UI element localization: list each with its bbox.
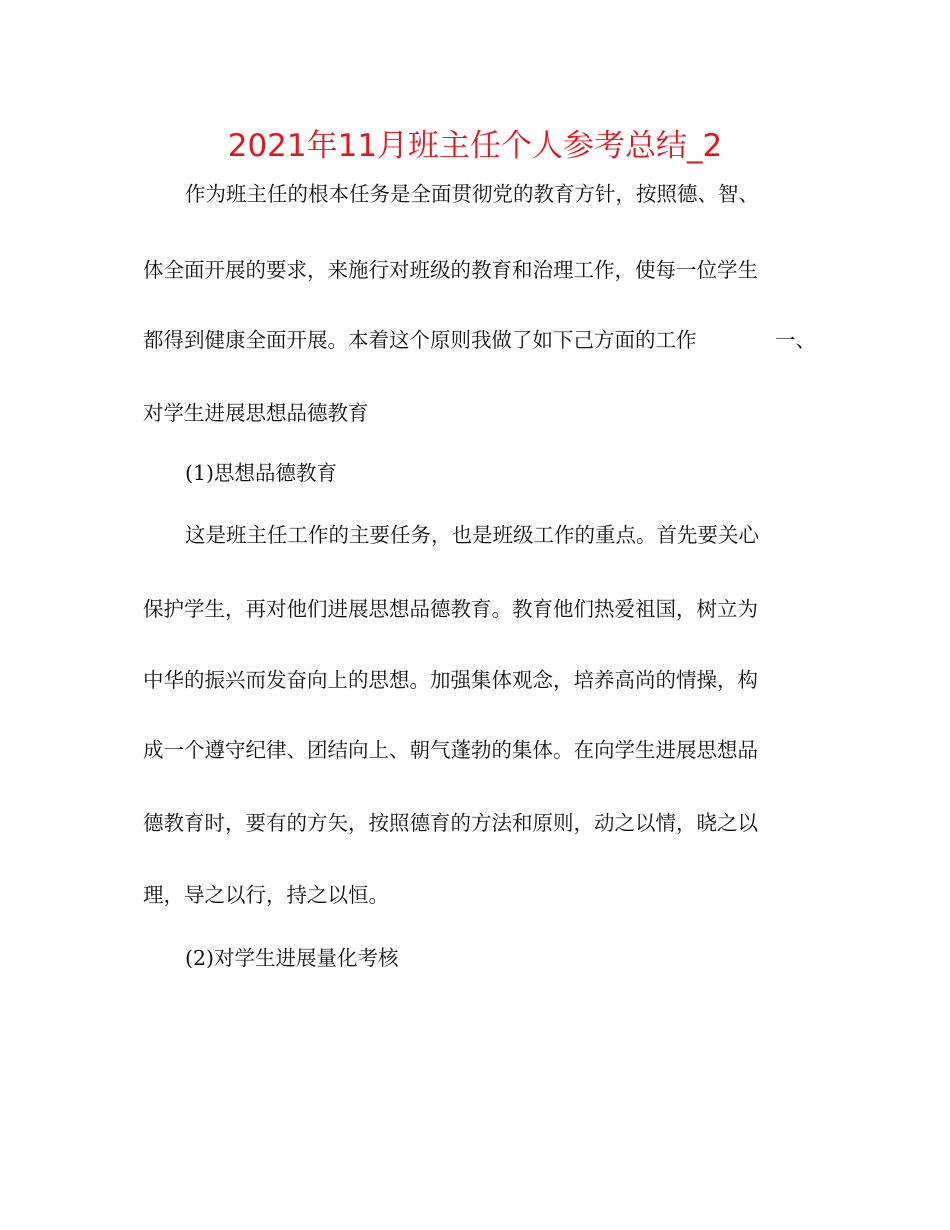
paragraph-line: 这是班主任工作的主要任务，也是班级工作的重点。首先要关心 — [185, 523, 759, 547]
paragraph-line: 保护学生，再对他们进展思想品德教育。教育他们热爱祖国，树立为 — [143, 597, 758, 621]
subsection-heading: (2)对学生进展量化考核 — [185, 946, 399, 970]
paragraph-line: 德教育时，要有的方矢，按照德育的方法和原则，动之以情，晓之以 — [143, 811, 758, 835]
paragraph-line: 作为班主任的根本任务是全面贯彻党的教育方针，按照德、智、 — [185, 182, 759, 206]
paragraph-line: 成一个遵守纪律、团结向上、朝气蓬勃的集体。在向学生进展思想品 — [143, 738, 758, 762]
paragraph-line: 体全面开展的要求，来施行对班级的教育和治理工作，使每一位学生 — [143, 258, 758, 282]
section-heading: 对学生进展思想品德教育 — [143, 401, 369, 425]
paragraph-line: 中华的振兴而发奋向上的思想。加强集体观念，培养高尚的情操，构 — [143, 668, 758, 692]
paragraph-line: 都得到健康全面开展。本着这个原则我做了如下己方面的工作 — [143, 328, 697, 352]
subsection-heading: (1)思想品德教育 — [185, 461, 338, 485]
paragraph-line: 理，导之以行，持之以恒。 — [143, 883, 389, 907]
section-number: 一、 — [775, 328, 816, 352]
document-title: 2021年11月班主任个人参考总结_2 — [227, 128, 723, 164]
